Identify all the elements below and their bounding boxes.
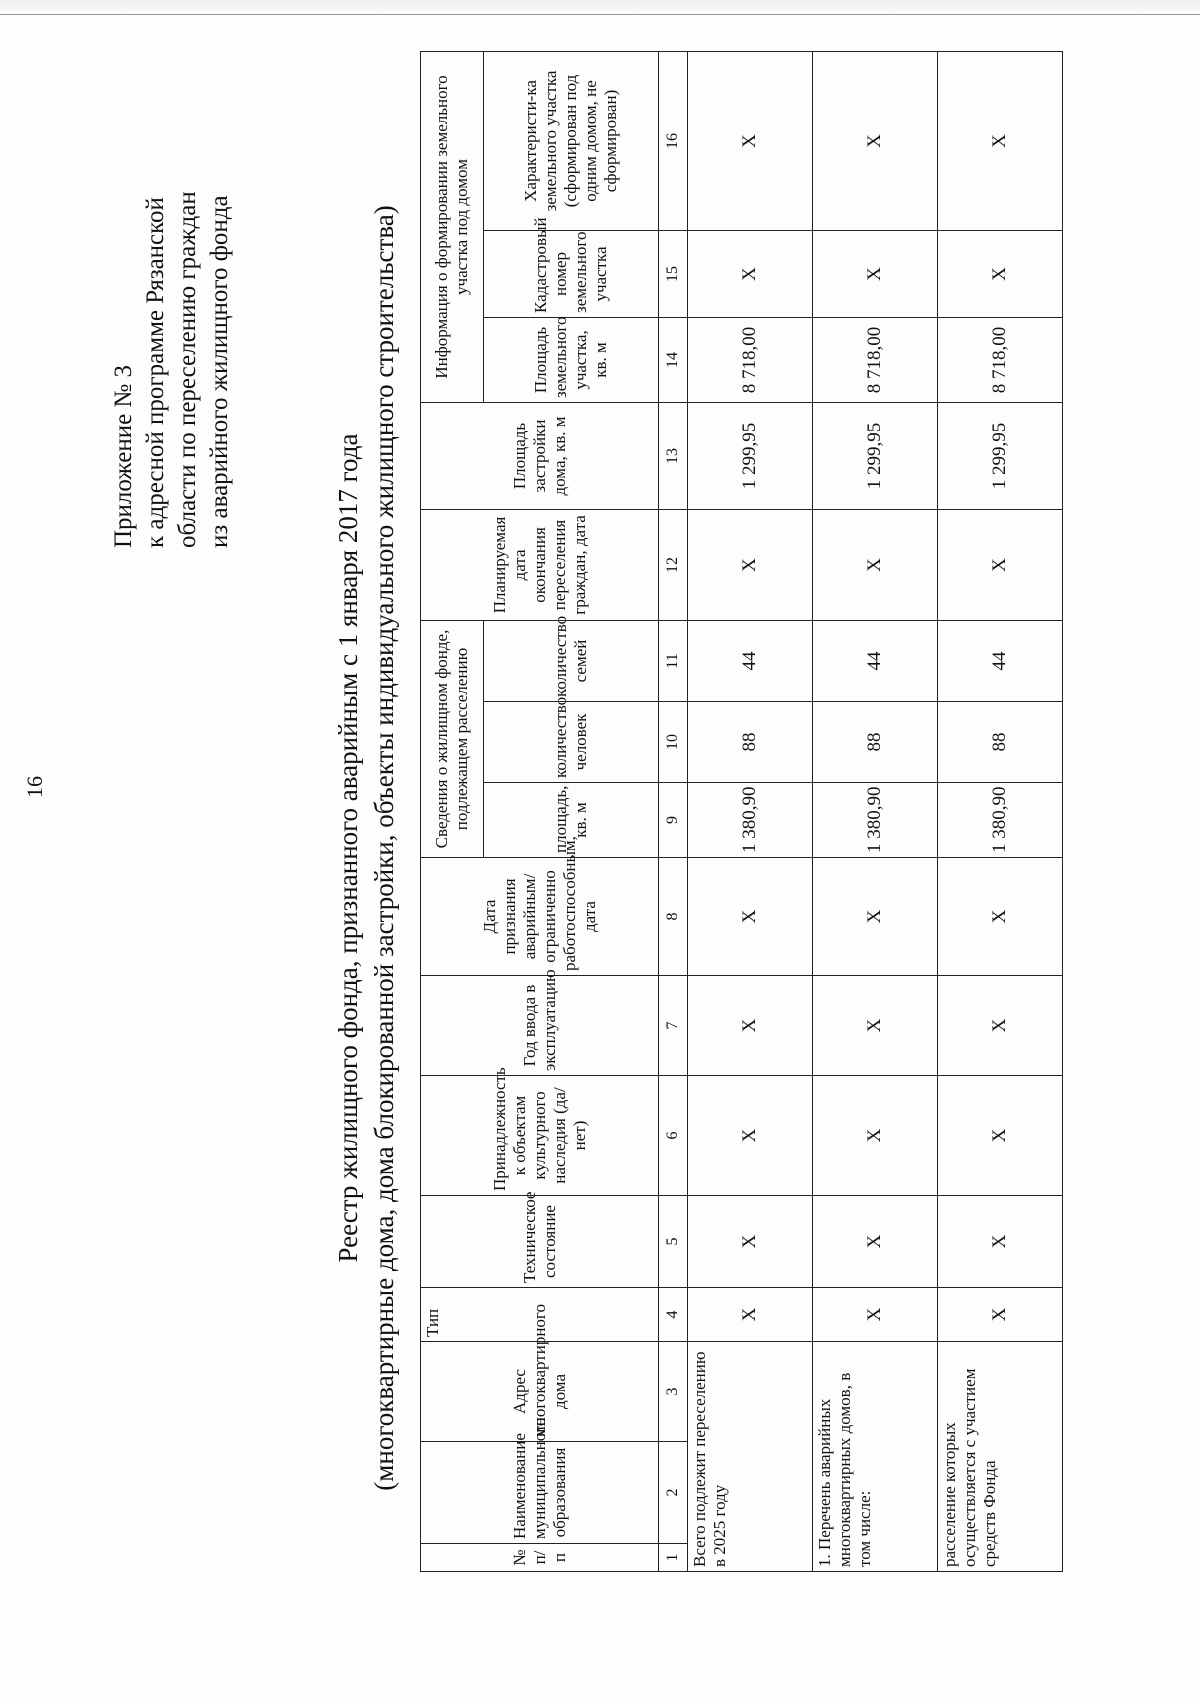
column-number: 11	[659, 620, 688, 701]
header-col-6: Принадлежность к объектам культурного наследия (да/нет)	[421, 1076, 659, 1196]
document-title	[330, 148, 402, 1548]
cell-tech-state: X	[938, 1196, 1063, 1288]
header-col-14: Площадь земельного участка, кв. м	[484, 317, 659, 402]
header-group-housing: Сведения о жилищном фонде, подлежащем расселению	[421, 620, 484, 857]
cell-heritage: X	[938, 1076, 1063, 1196]
cell-heritage: X	[813, 1076, 938, 1196]
cell-type: X	[813, 1288, 938, 1342]
cell-emergency-date: X	[688, 858, 813, 976]
appendix-line-4: из аварийного жилищного фонда	[206, 195, 233, 548]
header-col-2: Наименование муниципального образования	[421, 1442, 659, 1544]
column-number: 7	[659, 976, 688, 1076]
cell-year: X	[688, 976, 813, 1076]
cell-emergency-date: X	[938, 858, 1063, 976]
header-col-4: Тип	[421, 1288, 659, 1342]
cell-people: 88	[813, 702, 938, 783]
header-col-10: количество человек	[484, 702, 659, 783]
column-number-row	[659, 51, 688, 1571]
cell-area: 1 380,90	[938, 783, 1063, 858]
cell-tech-state: X	[688, 1196, 813, 1288]
title-line-1: Реестр жилищного фонда, признанного аварийным с 1 января 2017 года	[333, 433, 363, 1263]
cell-land-char: X	[938, 51, 1063, 230]
cell-type: X	[938, 1288, 1063, 1342]
column-number: 1	[659, 1544, 688, 1572]
cell-year: X	[813, 976, 938, 1076]
appendix-block	[108, 28, 236, 548]
cell-cadastral: X	[688, 230, 813, 317]
cell-land-area: 8 718,00	[813, 317, 938, 402]
cell-land-char: X	[813, 51, 938, 230]
cell-emergency-date: X	[813, 858, 938, 976]
title-line-2: (многоквартирные дома, дома блокированной застройки, объекты индивидуального жилищного строительства)	[369, 205, 399, 1491]
column-number: 6	[659, 1076, 688, 1196]
table-row	[938, 51, 1063, 1571]
header-col-9: площадь, кв. м	[484, 783, 659, 858]
cell-building-area: 1 299,95	[688, 402, 813, 509]
cell-people: 88	[688, 702, 813, 783]
header-row-main	[421, 51, 484, 1571]
column-number: 5	[659, 1196, 688, 1288]
cell-building-area: 1 299,95	[813, 402, 938, 509]
cell-tech-state: X	[813, 1196, 938, 1288]
header-col-15: Кадастровый номер земельного участка	[484, 230, 659, 317]
column-number: 9	[659, 783, 688, 858]
column-number: 15	[659, 230, 688, 317]
header-col-11: количество семей	[484, 620, 659, 701]
cell-building-area: 1 299,95	[938, 402, 1063, 509]
table-row	[688, 51, 813, 1571]
cell-heritage: X	[688, 1076, 813, 1196]
row-label: расселение которых осуществляется с участием средств Фонда	[938, 1342, 1063, 1572]
cell-planned-date: X	[688, 509, 813, 620]
cell-planned-date: X	[938, 509, 1063, 620]
row-label: Всего подлежит переселению в 2025 году	[688, 1342, 813, 1572]
cell-land-char: X	[688, 51, 813, 230]
header-col-13: Площадь застройки дома, кв. м	[421, 402, 659, 509]
column-number: 10	[659, 702, 688, 783]
header-col-7: Год ввода в эксплуатацию	[421, 976, 659, 1076]
cell-type: X	[688, 1288, 813, 1342]
column-number: 16	[659, 51, 688, 230]
cell-cadastral: X	[813, 230, 938, 317]
header-col-8: Дата признания аварийным/ограниченно работоспособным, дата	[421, 858, 659, 976]
page-number: 16	[22, 776, 47, 798]
header-col-1: № п/п	[421, 1544, 659, 1572]
cell-year: X	[938, 976, 1063, 1076]
cell-families: 44	[938, 620, 1063, 701]
cell-land-area: 8 718,00	[938, 317, 1063, 402]
column-number: 4	[659, 1288, 688, 1342]
appendix-line-2: к адресной программе Рязанской	[142, 197, 169, 548]
column-number: 8	[659, 858, 688, 976]
table-row	[813, 51, 938, 1571]
appendix-line-3: области по переселению граждан	[174, 191, 201, 548]
header-group-land: Информация о формировании земельного участка под домом	[421, 51, 484, 402]
cell-families: 44	[813, 620, 938, 701]
column-number: 14	[659, 317, 688, 402]
cell-planned-date: X	[813, 509, 938, 620]
column-number: 3	[659, 1342, 688, 1442]
cell-area: 1 380,90	[688, 783, 813, 858]
column-number: 13	[659, 402, 688, 509]
header-col-5: Техническое состояние	[421, 1196, 659, 1288]
cell-land-area: 8 718,00	[688, 317, 813, 402]
cell-families: 44	[688, 620, 813, 701]
header-col-12: Планируемая дата окончания переселения граждан, дата	[421, 509, 659, 620]
column-number: 2	[659, 1442, 688, 1544]
cell-cadastral: X	[938, 230, 1063, 317]
header-col-3: Адрес многоквартирного дома	[421, 1342, 659, 1442]
header-col-16: Характеристи-ка земельного участка (сформирован под одним домом, не сформирован)	[484, 51, 659, 230]
column-number: 12	[659, 509, 688, 620]
cell-people: 88	[938, 702, 1063, 783]
row-label: 1. Перечень аварийных многоквартирных домов, в том числе:	[813, 1342, 938, 1572]
registry-table	[420, 51, 1063, 1572]
appendix-line-1: Приложение № 3	[110, 364, 137, 548]
cell-area: 1 380,90	[813, 783, 938, 858]
